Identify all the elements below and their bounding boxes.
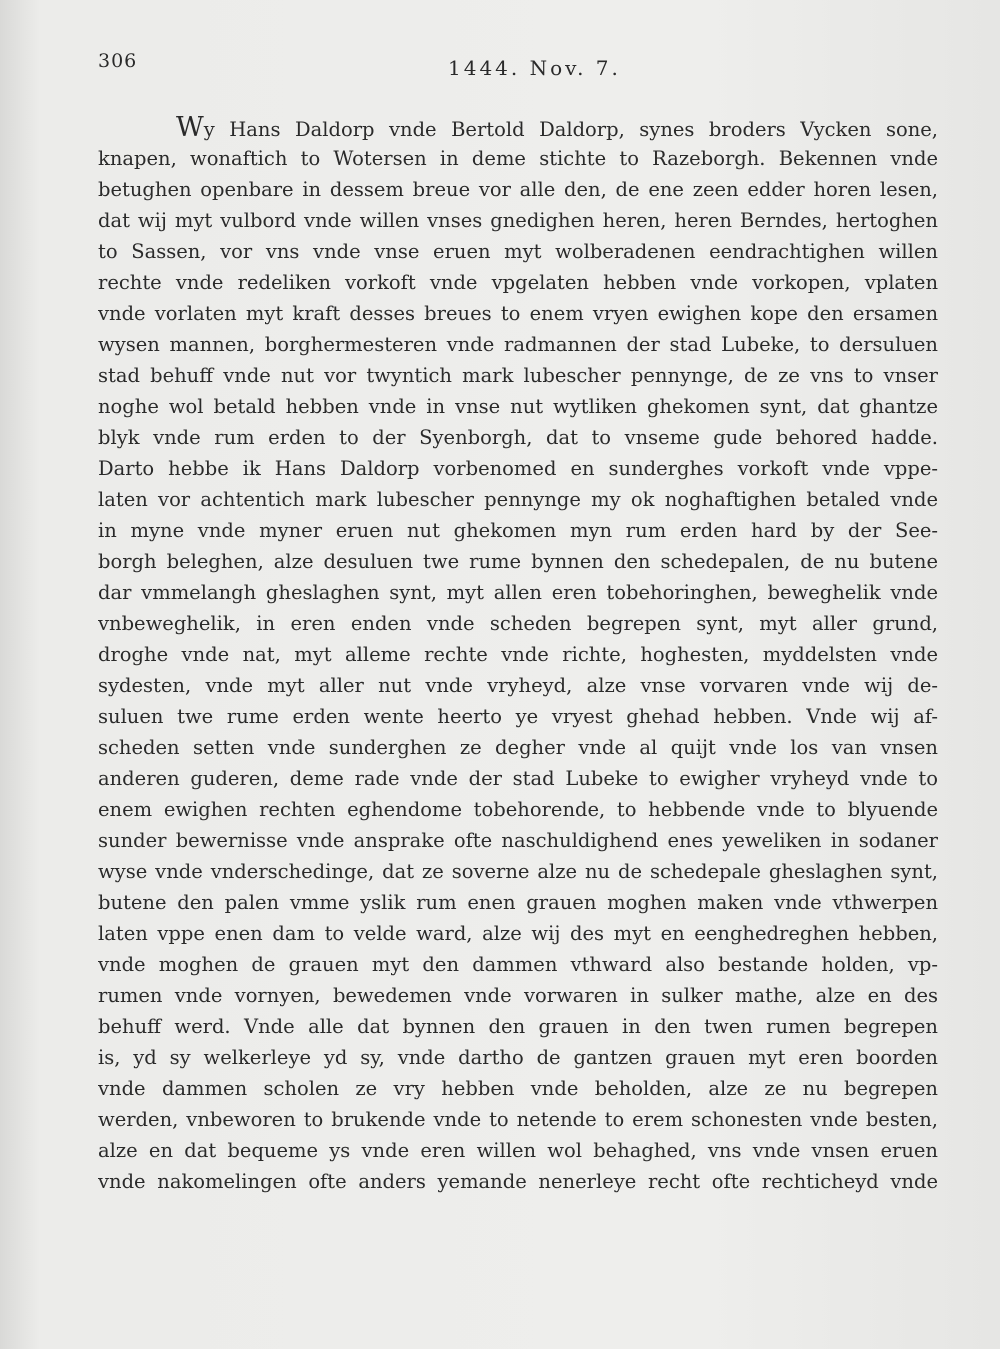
initial-letter: W [176,112,204,143]
text-line: knapen, wonaftich to Wotersen in deme stichte to Razeborgh. Bekennen vnde [98,147,938,170]
text-line: behuff werd. Vnde alle dat bynnen den grauen in den twen rumen begrepen [98,1015,938,1038]
text-line: vnde nakomelingen ofte anders yemande nenerleye recht ofte rechticheyd vnde [98,1170,938,1193]
text-line: enem ewighen rechten eghendome tobehorende, to hebbende vnde to blyuende [98,798,938,821]
text-line: sydesten, vnde myt aller nut vnde vryheyd, alze vnse vorvaren vnde wij de- [98,674,938,697]
text-line: droghe vnde nat, myt alleme rechte vnde richte, hoghesten, myddelsten vnde [98,643,938,666]
text-line: noghe wol betald hebben vnde in vnse nut wytliken ghekomen synt, dat ghantze [98,395,938,418]
text-line: wyse vnde vnderschedinge, dat ze soverne alze nu de schedepale gheslaghen synt, [98,860,938,883]
text-line: suluen twe rume erden wente heerto ye vryest ghehad hebben. Vnde wij af- [98,705,938,728]
text-line: in myne vnde myner eruen nut ghekomen myn rum erden hard by der See- [98,519,938,542]
text-line: wysen mannen, borghermesteren vnde radmannen der stad Lubeke, to dersuluen [98,333,938,356]
text-line: rumen vnde vornyen, bewedemen vnde vorwaren in sulker mathe, alze en des [98,984,938,1007]
text-line: scheden setten vnde sunderghen ze degher vnde al quijt vnde los van vnsen [98,736,938,759]
text-line: dar vmmelangh gheslaghen synt, myt allen eren tobehoringhen, beweghelik vnde [98,581,938,604]
text-line: sunder bewernisse vnde ansprake ofte naschuldighend enes yeweliken in sodaner [98,829,938,852]
text-line: vnde moghen de grauen myt den dammen vthward also bestande holden, vp- [98,953,938,976]
text-line: betughen openbare in dessem breue vor alle den, de ene zeen edder horen lesen, [98,178,938,201]
page-header [0,44,1000,84]
text-line: alze en dat bequeme ys vnde eren willen wol behaghed, vns vnde vnsen eruen [98,1139,938,1162]
text-line: is, yd sy welkerleye yd sy, vnde dartho de gantzen grauen myt eren boorden [98,1046,938,1069]
document-body [98,112,938,1197]
text-line: Darto hebbe ik Hans Daldorp vorbenomed en sunderghes vorkoft vnde vppe- [98,457,938,480]
text-line: butene den palen vmme yslik rum enen grauen moghen maken vnde vthwerpen [98,891,938,914]
text-line: anderen guderen, deme rade vnde der stad Lubeke to ewigher vryheyd vnde to [98,767,938,790]
text-line: laten vppe enen dam to velde ward, alze wij des myt en eenghedreghen hebben, [98,922,938,945]
text-line: laten vor achtentich mark lubescher pennynge my ok noghaftighen betaled vnde [98,488,938,511]
text-line: vnde dammen scholen ze vry hebben vnde beholden, alze ze nu begrepen [98,1077,938,1100]
text-line: werden, vnbeworen to brukende vnde to netende to erem schonesten vnde besten, [98,1108,938,1131]
text-line: vnde vorlaten myt kraft desses breues to enem vryen ewighen kope den ersamen [98,302,938,325]
page-number: 306 [98,50,138,72]
text-line: rechte vnde redeliken vorkoft vnde vpgelaten hebben vnde vorkopen, vplaten [98,271,938,294]
text-line: borgh beleghen, alze desuluen twe rume bynnen den schedepalen, de nu butene [98,550,938,573]
text-line-content: y Hans Daldorp vnde Bertold Daldorp, synes broders Vycken sone, [203,118,938,141]
text-line: stad behuff vnde nut vor twyntich mark lubescher pennynge, de ze vns to vnser [98,364,938,387]
text-line [98,112,938,143]
text-line: dat wij myt vulbord vnde willen vnses gnedighen heren, heren Berndes, hertoghen [98,209,938,232]
text-line: to Sassen, vor vns vnde vnse eruen myt wolberadenen eendrachtighen willen [98,240,938,263]
running-head-date: 1444. Nov. 7. [448,56,621,80]
text-line: vnbeweghelik, in eren enden vnde scheden begrepen synt, myt aller grund, [98,612,938,635]
text-line: blyk vnde rum erden to der Syenborgh, dat to vnseme gude behored hadde. [98,426,938,449]
